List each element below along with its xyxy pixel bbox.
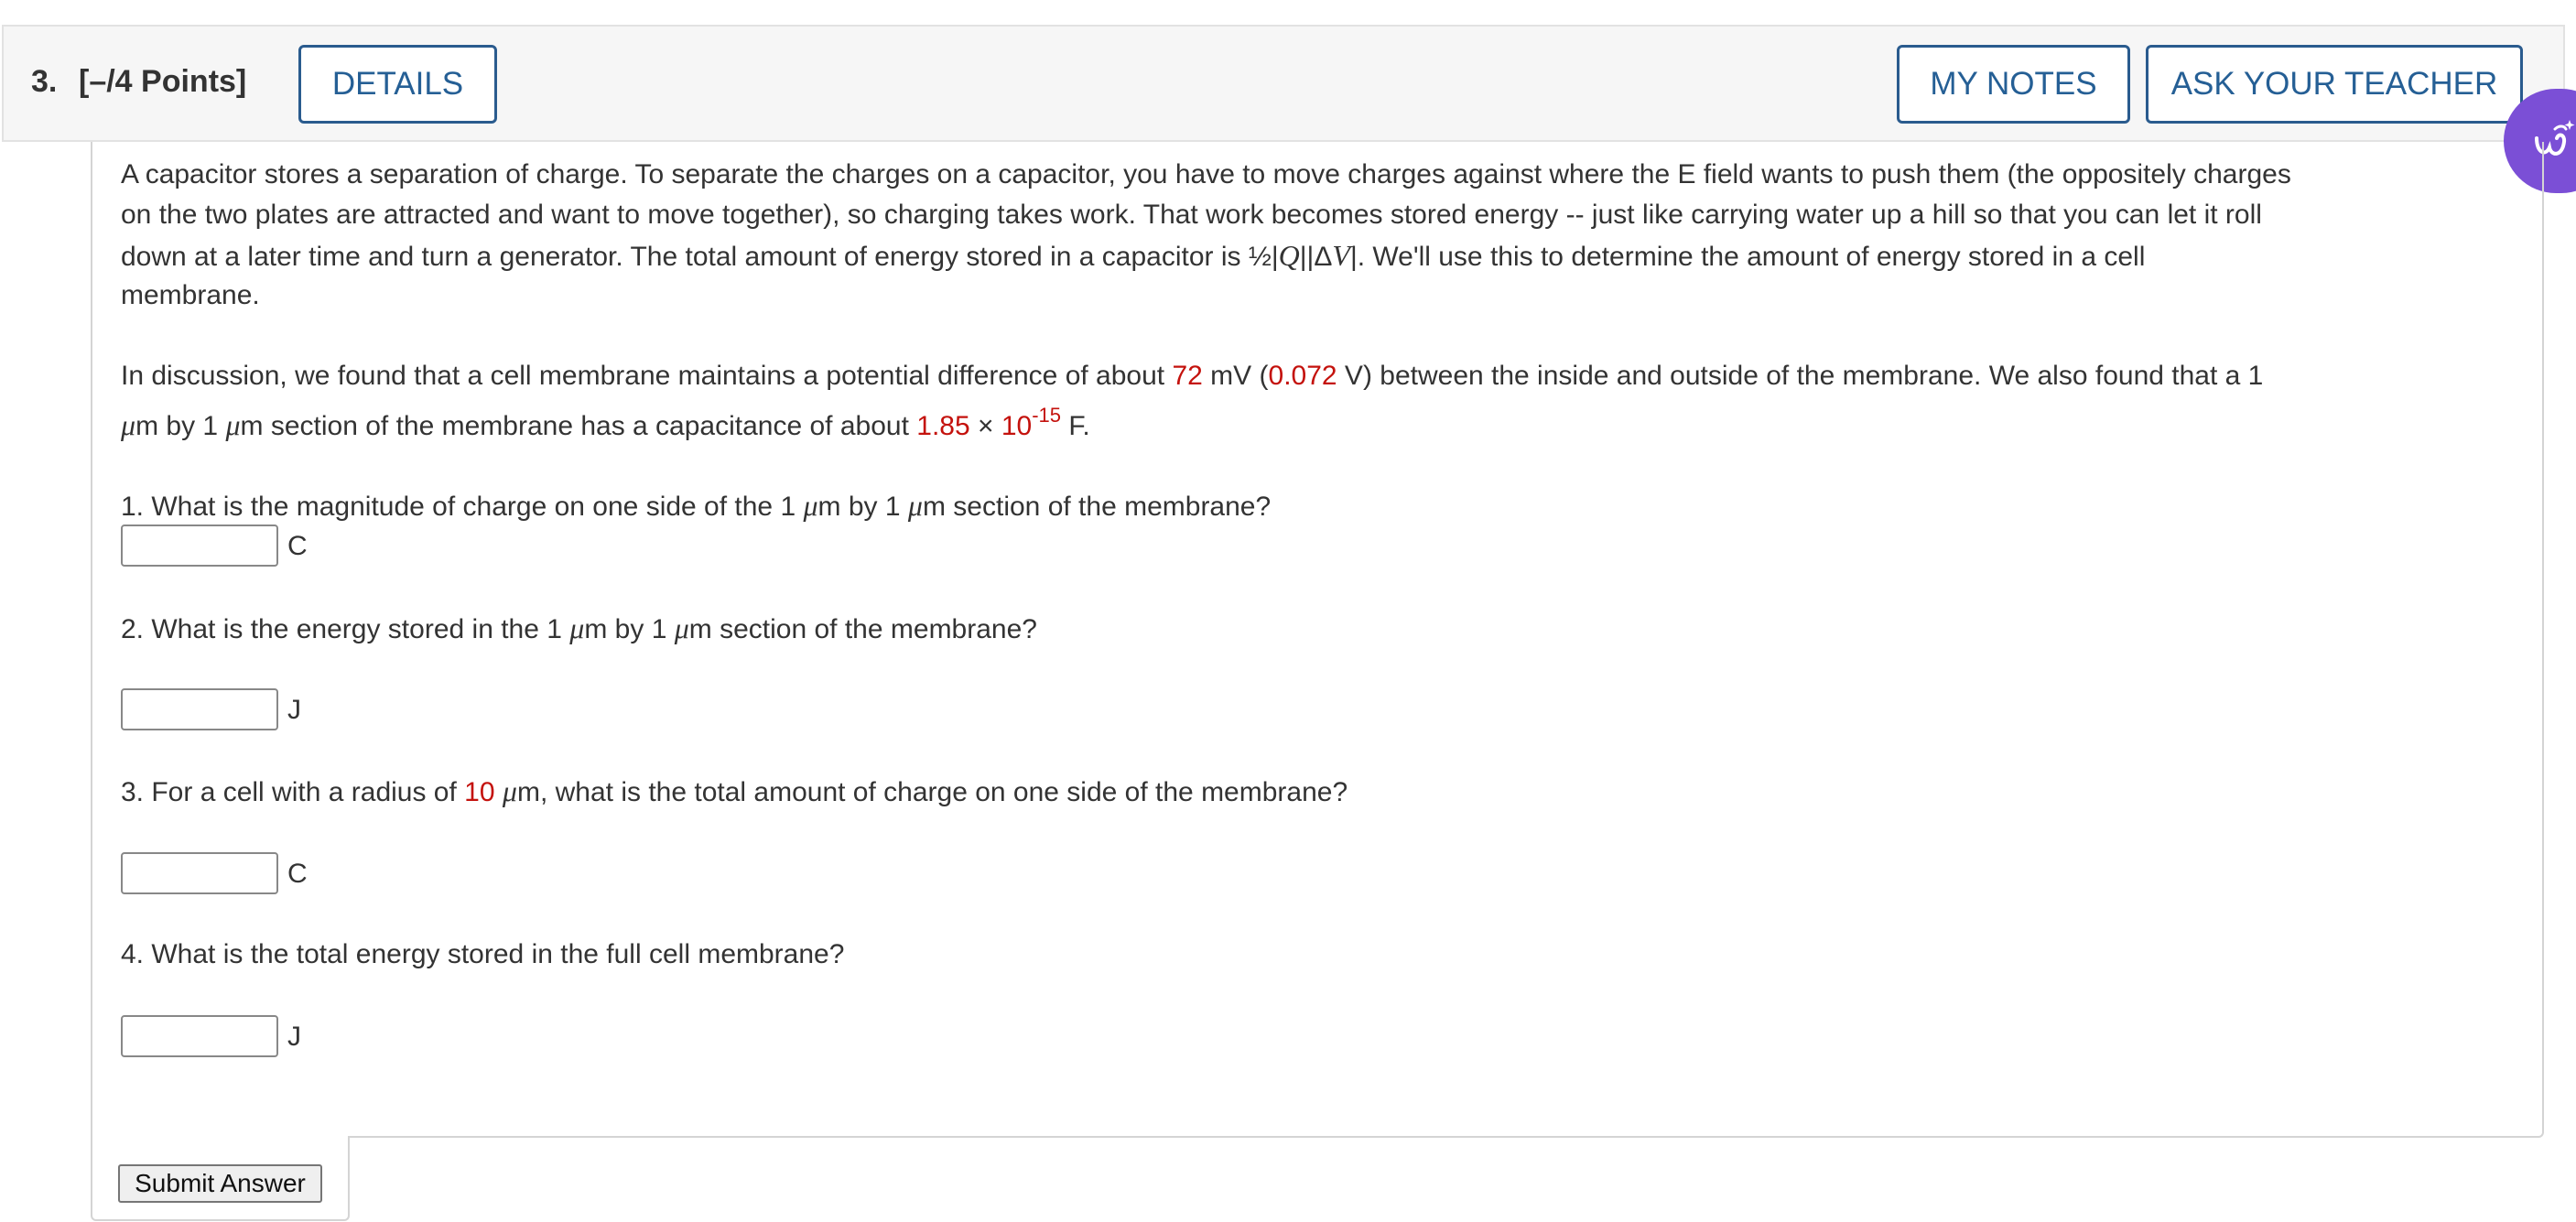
question-number: 3. bbox=[31, 64, 58, 99]
answer-1-input[interactable] bbox=[121, 524, 278, 567]
details-button[interactable]: DETAILS bbox=[298, 45, 497, 124]
answer-3-input[interactable] bbox=[121, 852, 278, 894]
intro-line-1: A capacitor stores a separation of charge. To separate the charges on a capacitor, you have to move charges against where the E field wants to push them (the oppositely charges bbox=[121, 159, 2291, 189]
submit-answer-button[interactable]: Submit Answer bbox=[118, 1164, 322, 1203]
discussion-line-1: In discussion, we found that a cell membrane maintains a potential difference of about 72 mV (0.072 V) between the inside and outside of the membrane. We also found that a 1 bbox=[121, 361, 2264, 391]
question-3-text: 3. For a cell with a radius of 10 μm, what is the total amount of charge on one side of the membrane? bbox=[121, 774, 1348, 807]
voltage-mv-value: 72 bbox=[1172, 361, 1203, 391]
radius-value: 10 bbox=[464, 777, 495, 807]
my-notes-button[interactable]: MY NOTES bbox=[1897, 45, 2130, 124]
question-points: [–/4 Points] bbox=[79, 64, 247, 99]
answer-2-unit: J bbox=[287, 695, 301, 725]
intro-line-4: membrane. bbox=[121, 280, 260, 310]
answer-3-unit: C bbox=[287, 859, 308, 889]
intro-line-2: on the two plates are attracted and want to move together), so charging takes work. That work becomes stored energy -- just like carrying water up a hill so that you can let it roll bbox=[121, 200, 2262, 230]
capacitance-value: 1.85 bbox=[916, 411, 970, 441]
voltage-v-value: 0.072 bbox=[1268, 361, 1337, 391]
question-4-text: 4. What is the total energy stored in the full cell membrane? bbox=[121, 939, 845, 969]
discussion-line-2: μm by 1 μm section of the membrane has a capacitance of about $1.85 \times 10^{-15}$ F. bbox=[121, 404, 1090, 441]
answer-4-unit: J bbox=[287, 1022, 301, 1052]
answer-4-input[interactable] bbox=[121, 1015, 278, 1057]
answer-2-input[interactable] bbox=[121, 688, 278, 730]
ask-teacher-button[interactable]: ASK YOUR TEACHER bbox=[2146, 45, 2523, 124]
question-1-text: 1. What is the magnitude of charge on one side of the 1 μm by 1 μm section of the membrane? bbox=[121, 489, 1272, 522]
intro-line-3: down at a later time and turn a generator. The total amount of energy stored in a capacitor is ½|Q||ΔV|. We'll use this to determine the amount of energy stored in a cell bbox=[121, 239, 2146, 272]
question-2-text: 2. What is the energy stored in the 1 μm by 1 μm section of the membrane? bbox=[121, 611, 1037, 644]
answer-1-unit: C bbox=[287, 531, 308, 561]
